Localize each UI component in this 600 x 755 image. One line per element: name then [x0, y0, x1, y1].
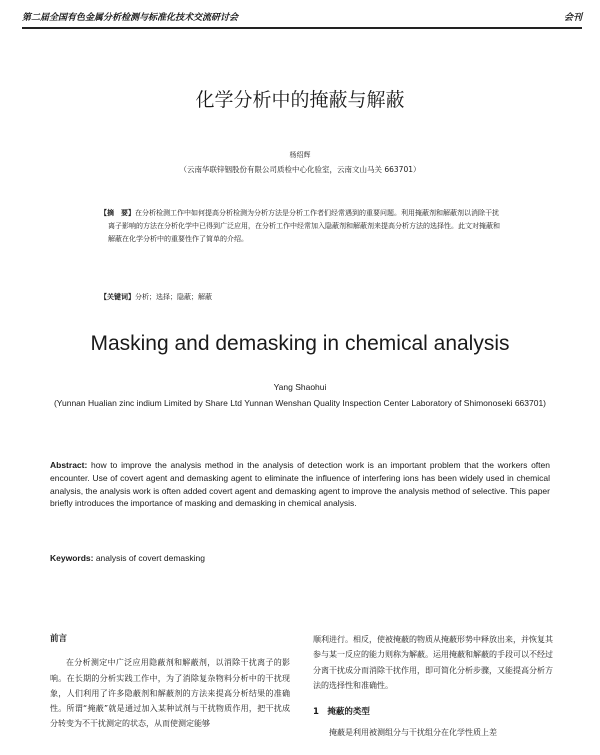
chinese-abstract-label: 【摘 要】	[100, 209, 135, 217]
intro-heading: 前言	[50, 634, 68, 644]
section1-heading: 1 掩蔽的类型	[313, 707, 370, 718]
section1-paragraph: 掩蔽是利用被测组分与干扰组分在化学性质上差	[329, 728, 497, 738]
english-title: Masking and demasking in chemical analysis	[90, 332, 510, 355]
body-left-column	[50, 632, 290, 732]
english-keywords-text: analysis of covert demasking	[93, 553, 205, 563]
chinese-keywords-text: 分析；选择；隐蔽；解蔽	[135, 293, 212, 301]
chinese-author: 杨绍辉	[289, 151, 311, 159]
english-affiliation: (Yunnan Hualian zinc indium Limited by Share Ltd Yunnan Wenshan Quality Inspection Center Laboratory of Shimonoseki 663701)	[53, 398, 547, 408]
chinese-abstract-text: 在分析检测工作中如何提高分析检测为分析方法是分析工作者们经常遇到的重要问题。利用掩蔽剂和解蔽剂以消除干扰离子影响的方法在分析化学中已得到广泛应用，在分析工作中经常加入隐蔽剂和解蔽剂来提高分析方法的选择性。此文对掩蔽和解蔽在化学分析中的重要性作了简单的介绍。	[108, 209, 500, 244]
english-author: Yang Shaohui	[273, 382, 327, 392]
english-keywords-label: Keywords:	[50, 553, 94, 563]
english-abstract-label: Abstract:	[50, 460, 88, 470]
intro-paragraph: 在分析测定中广泛应用隐蔽剂和解蔽剂，以消除干扰离子的影响。在长期的分析实践工作中，为了消除复杂物料分析中的干扰现象，人们利用了许多隐蔽剂和解蔽剂的方法来提高分析结果的准确性。所谓“掩蔽”就是通过加入某种试剂与干扰物质作用，把干扰成分转变为不干扰测定的状态，从而使测定能够	[50, 658, 290, 729]
chinese-keywords	[100, 292, 212, 302]
continued-paragraph: 顺利进行。相反，使被掩蔽的物质从掩蔽形势中释放出来，并恢复其参与某一反应的能力则称为解蔽。运用掩蔽和解蔽的手段可以不经过分离干扰成分而消除干扰作用，即可简化分析步骤，又能提高分析方法的选择性和准确性。	[313, 635, 553, 690]
header-proceedings-label: 会刊	[563, 13, 582, 23]
english-abstract-text: how to improve the analysis method in the analysis of detection work is an important problem that the workers often encounter. Use of covert agent and demasking agent to eliminate the influence of interfering ions has been widely used in chemical analysis, the analysis work is often added covert agent and demasking agent to improve the analysis method of selective. This paper briefly introduces the importance of masking and demasking in chemical analysis.	[50, 460, 550, 509]
chinese-affiliation: （云南华联锌铟股份有限公司质检中心化验室，云南文山马关 663701）	[179, 165, 421, 174]
english-abstract	[50, 459, 550, 510]
chinese-keywords-label: 【关键词】	[100, 293, 135, 301]
chinese-abstract	[100, 207, 502, 247]
body-right-column	[313, 632, 553, 741]
chinese-title: 化学分析中的掩蔽与解蔽	[195, 89, 405, 111]
header-rule	[22, 27, 582, 29]
english-keywords	[50, 553, 205, 563]
header-conference-title: 第二届全国有色金属分析检测与标准化技术交流研讨会	[22, 13, 239, 23]
page-header	[22, 10, 582, 24]
